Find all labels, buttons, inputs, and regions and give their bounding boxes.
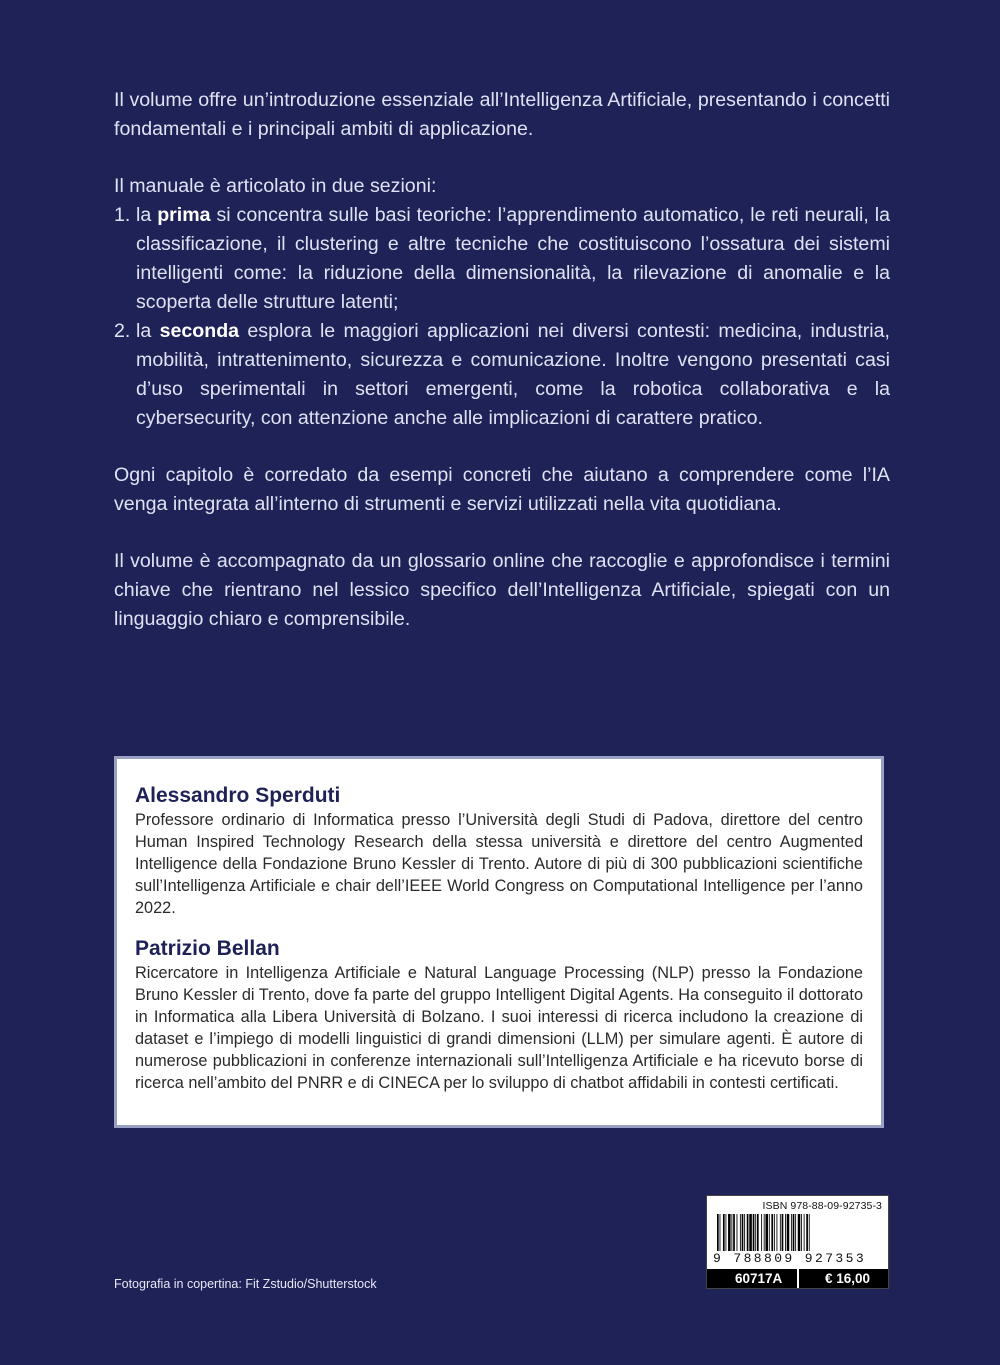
item-pre: la [136,204,158,226]
product-code: 60717A [735,1271,783,1286]
barcode-digits: 9 788809 927353 [713,1251,885,1266]
item-number: 2. [114,320,131,342]
chapters-paragraph: Ogni capitolo è corredato da esempi concreti che aiutano a comprendere come l’IA venga integrata all’interno di strumenti e servizi utilizzati nella vita quotidiana. [114,464,890,515]
sections-lead: Il manuale è articolato in due sezioni: [114,175,437,197]
item-text: si concentra sulle basi teoriche: l’apprendimento automatico, le reti neurali, la classificazione, il clustering e altre tecniche che costituiscono l’ossatura dei sistemi intelligenti come: la riduzione della dimensionalità, la rilevazione di anomalie e la scoperta delle strutture latenti; [136,204,890,313]
item-bold: prima [157,204,211,226]
price-strip [707,1269,888,1288]
barcode-label [706,1195,889,1289]
item-bold: seconda [159,320,240,342]
section-item [114,201,890,317]
author-bio: Professore ordinario di Informatica presso l’Università degli Studi di Padova, direttore del centro Human Inspired Technology Research della stessa università e direttore del centro Augmented Intelligence della Fondazione Bruno Kessler di Trento. Autore di più di 300 pubblicazioni scientifiche sull’Intelligenza Artificiale e chair dell’IEEE World Congress on Computational Intelligence per l’anno 2022. [135,811,863,917]
section-item [114,317,890,433]
author-entry [135,936,863,1094]
item-number: 1. [114,204,131,226]
author-name: Patrizio Bellan [135,937,280,960]
author-entry [135,783,863,919]
price: € 16,00 [824,1271,870,1286]
author-name: Alessandro Sperduti [135,784,341,807]
price-divider [797,1269,799,1288]
isbn-text: ISBN 978-88-09-92735-3 [762,1200,882,1212]
description-block [114,86,890,662]
intro-paragraph: Il volume offre un’introduzione essenziale all’Intelligenza Artificiale, presentando i concetti fondamentali e i principali ambiti di applicazione. [114,89,890,140]
item-pre: la [136,320,160,342]
glossary-paragraph: Il volume è accompagnato da un glossario online che raccoglie e approfondisce i termini chiave che rientrano nel lessico specifico dell’Intelligenza Artificiale, spiegati con un linguaggio chiaro e comprensibile. [114,550,890,630]
author-bio: Ricercatore in Intelligenza Artificiale e Natural Language Processing (NLP) presso la Fondazione Bruno Kessler di Trento, dove fa parte del gruppo Intelligent Digital Agents. Ha conseguito il dottorato in Informatica alla Libera Università di Bolzano. I suoi interessi di ricerca includono la creazione di dataset e l’impiego di modelli linguistici di grandi dimensioni (LLM) per simulare agenti. È autore di numerose pubblicazioni in conferenze internazionali sull’Intelligenza Artificiale e ha ricevuto borse di ricerca nell’ambito del PNRR e di CINECA per lo sviluppo di chatbot affidabili in contesti certificati. [135,964,863,1092]
authors-box [114,756,884,1128]
sections-list [114,201,890,433]
item-text: esplora le maggiori applicazioni nei diversi contesti: medicina, industria, mobilità, intrattenimento, sicurezza e comunicazione. Inoltre vengono presentati casi d’uso sperimentali in settori emergenti, come la robotica collaborativa e la cybersecurity, con attenzione anche alle implicazioni di carattere pratico. [136,320,890,429]
photo-credit: Fotografia in copertina: Fit Zstudio/Shutterstock [114,1277,377,1291]
